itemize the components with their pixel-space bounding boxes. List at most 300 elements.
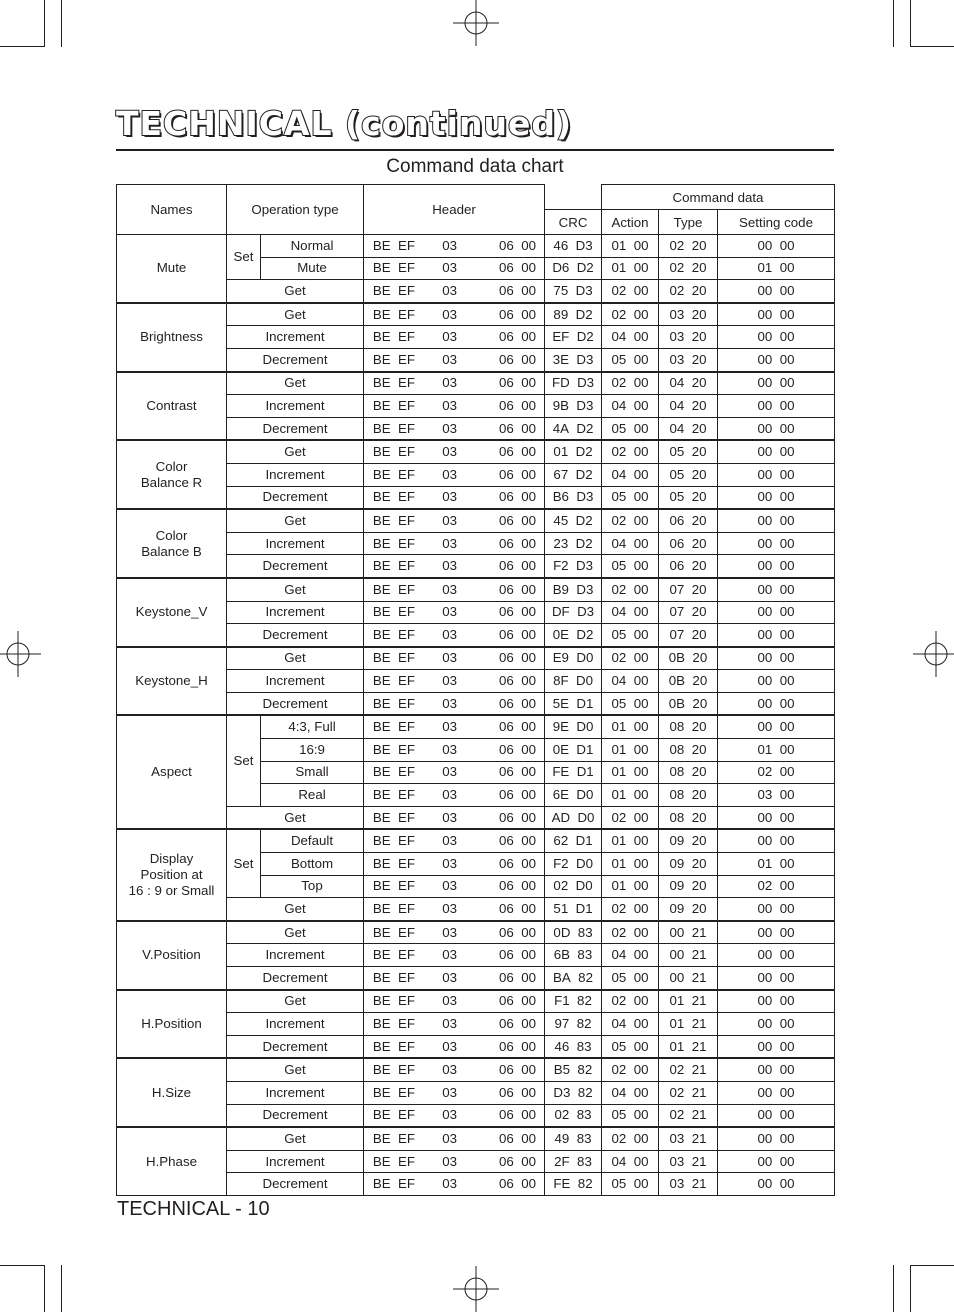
setting-code-value: 00 00 (718, 1013, 835, 1036)
crop-mark (61, 1265, 62, 1312)
action-value: 01 00 (602, 784, 659, 807)
action-value: 05 00 (602, 348, 659, 371)
type-value: 03 21 (659, 1150, 718, 1173)
header-byte-group: 03 (442, 329, 458, 345)
operation-type: Get (227, 1058, 364, 1081)
command-name: Brightness (117, 303, 227, 372)
type-value: 02 20 (659, 257, 718, 280)
header-bytes (364, 532, 545, 555)
operation-set-option: Small (261, 761, 364, 784)
table-row (117, 1058, 835, 1081)
header-bytes (364, 853, 545, 876)
type-value: 05 20 (659, 486, 718, 509)
header-bytes (364, 555, 545, 578)
header-byte-group: 03 (442, 1062, 458, 1078)
header-byte-group: 06 00 (499, 351, 537, 367)
action-value: 05 00 (602, 486, 659, 509)
header-byte-group: 03 (442, 535, 458, 551)
section-title: Command data chart (386, 156, 564, 177)
action-value: 02 00 (602, 1127, 659, 1150)
header-byte-group: 03 (442, 558, 458, 574)
operation-type: Increment (227, 395, 364, 418)
operation-type: Increment (227, 463, 364, 486)
header-byte-group: 06 00 (499, 1153, 537, 1169)
type-value: 06 20 (659, 555, 718, 578)
header-byte-group: 06 00 (499, 650, 537, 666)
type-value: 03 21 (659, 1127, 718, 1150)
header-byte-group: BE EF (372, 901, 416, 917)
crc-value: FE 82 (545, 1173, 602, 1196)
header-byte-group: BE EF (372, 1176, 416, 1192)
crop-mark (893, 1265, 894, 1312)
header-bytes (364, 395, 545, 418)
type-value: 08 20 (659, 806, 718, 829)
setting-code-value: 00 00 (718, 235, 835, 258)
header-byte-group: 03 (442, 695, 458, 711)
command-name: Display Position at 16 : 9 or Small (117, 829, 227, 920)
action-value: 04 00 (602, 670, 659, 693)
header-byte-group: BE EF (372, 833, 416, 849)
type-value: 08 20 (659, 761, 718, 784)
type-value: 05 20 (659, 440, 718, 463)
setting-code-value: 00 00 (718, 1173, 835, 1196)
header-byte-group: 03 (442, 787, 458, 803)
crc-value: AD D0 (545, 806, 602, 829)
action-value: 01 00 (602, 715, 659, 738)
header-bytes (364, 1104, 545, 1127)
header-byte-group: 03 (442, 466, 458, 482)
header-byte-group: 06 00 (499, 787, 537, 803)
type-value: 07 20 (659, 578, 718, 601)
header-bytes (364, 372, 545, 395)
crc-value: B5 82 (545, 1058, 602, 1081)
header-byte-group: BE EF (372, 1084, 416, 1100)
command-name: Keystone_V (117, 578, 227, 647)
header-byte-group: 03 (442, 1084, 458, 1100)
header-byte-group: 03 (442, 673, 458, 689)
operation-type: Increment (227, 326, 364, 349)
action-value: 02 00 (602, 1058, 659, 1081)
setting-code-value: 00 00 (718, 303, 835, 326)
header-byte-group: 06 00 (499, 512, 537, 528)
type-value: 04 20 (659, 417, 718, 440)
setting-code-value: 00 00 (718, 555, 835, 578)
page-title: TECHNICAL (continued) (116, 104, 573, 143)
header-byte-group: 06 00 (499, 878, 537, 894)
command-name: Color Balance R (117, 440, 227, 509)
action-value: 02 00 (602, 990, 659, 1013)
action-value: 05 00 (602, 967, 659, 990)
header-bytes (364, 509, 545, 532)
operation-type: Decrement (227, 967, 364, 990)
header-byte-group: 06 00 (499, 444, 537, 460)
header-byte-group: BE EF (372, 306, 416, 322)
header-byte-group: 06 00 (499, 489, 537, 505)
header-byte-group: 06 00 (499, 420, 537, 436)
header-byte-group: 06 00 (499, 558, 537, 574)
setting-code-value: 00 00 (718, 921, 835, 944)
setting-code-value: 00 00 (718, 990, 835, 1013)
header-bytes (364, 761, 545, 784)
action-value: 04 00 (602, 532, 659, 555)
type-value: 04 20 (659, 372, 718, 395)
crop-mark (910, 1265, 911, 1312)
header-bytes (364, 1150, 545, 1173)
setting-code-value: 00 00 (718, 1058, 835, 1081)
header-byte-group: 06 00 (499, 397, 537, 413)
operation-type: Increment (227, 532, 364, 555)
header-operation-type: Operation type (227, 185, 364, 235)
type-value: 03 21 (659, 1173, 718, 1196)
operation-type: Get (227, 647, 364, 670)
setting-code-value: 02 00 (718, 761, 835, 784)
action-value: 01 00 (602, 235, 659, 258)
header-bytes (364, 601, 545, 624)
operation-type: Decrement (227, 1173, 364, 1196)
command-name: Keystone_H (117, 647, 227, 716)
setting-code-value: 00 00 (718, 967, 835, 990)
header-bytes (364, 280, 545, 303)
header-bytes (364, 417, 545, 440)
type-value: 01 21 (659, 990, 718, 1013)
header-byte-group: 06 00 (499, 901, 537, 917)
header-byte-group: BE EF (372, 650, 416, 666)
crc-value: E9 D0 (545, 647, 602, 670)
header-byte-group: 06 00 (499, 1107, 537, 1123)
header-byte-group: 06 00 (499, 1015, 537, 1031)
header-bytes (364, 875, 545, 898)
operation-type: Decrement (227, 692, 364, 715)
crop-mark (910, 0, 911, 47)
header-byte-group: 03 (442, 1130, 458, 1146)
setting-code-value: 00 00 (718, 1104, 835, 1127)
page-footer: TECHNICAL - 10 (117, 1198, 270, 1220)
header-bytes (364, 670, 545, 693)
crop-mark (0, 1265, 44, 1266)
type-value: 00 21 (659, 944, 718, 967)
crc-value: 46 83 (545, 1035, 602, 1058)
header-byte-group: 06 00 (499, 673, 537, 689)
table-row (117, 990, 835, 1013)
crc-value: 02 D0 (545, 875, 602, 898)
crc-value: 0E D2 (545, 624, 602, 647)
crop-mark (0, 46, 44, 47)
header-bytes (364, 1058, 545, 1081)
header-bytes (364, 486, 545, 509)
set-label: Set (227, 829, 261, 897)
crc-value: 5E D1 (545, 692, 602, 715)
header-byte-group: 06 00 (499, 741, 537, 757)
header-byte-group: 06 00 (499, 809, 537, 825)
header-byte-group: BE EF (372, 420, 416, 436)
header-byte-group: BE EF (372, 1130, 416, 1146)
crc-value: 01 D2 (545, 440, 602, 463)
crop-mark (910, 1265, 954, 1266)
header-bytes (364, 806, 545, 829)
header-byte-group: 06 00 (499, 466, 537, 482)
header-byte-group: 06 00 (499, 535, 537, 551)
operation-type: Get (227, 303, 364, 326)
header-byte-group: 03 (442, 650, 458, 666)
header-byte-group: 06 00 (499, 947, 537, 963)
setting-code-value: 00 00 (718, 1150, 835, 1173)
command-name: H.Size (117, 1058, 227, 1127)
header-byte-group: BE EF (372, 558, 416, 574)
header-bytes (364, 257, 545, 280)
header-bytes (364, 784, 545, 807)
crc-value: 45 D2 (545, 509, 602, 532)
type-value: 03 20 (659, 348, 718, 371)
header-byte-group: BE EF (372, 489, 416, 505)
action-value: 02 00 (602, 647, 659, 670)
type-value: 09 20 (659, 898, 718, 921)
crc-value: 0D 83 (545, 921, 602, 944)
crc-value: 97 82 (545, 1013, 602, 1036)
command-name: Color Balance B (117, 509, 227, 578)
action-value: 05 00 (602, 1035, 659, 1058)
setting-code-value: 00 00 (718, 624, 835, 647)
header-bytes (364, 692, 545, 715)
operation-type: Get (227, 509, 364, 532)
header-byte-group: BE EF (372, 535, 416, 551)
header-byte-group: 06 00 (499, 282, 537, 298)
header-bytes (364, 326, 545, 349)
command-name: V.Position (117, 921, 227, 990)
type-value: 06 20 (659, 509, 718, 532)
header-bytes (364, 1173, 545, 1196)
header-byte-group: 03 (442, 1176, 458, 1192)
table-row (117, 715, 835, 738)
type-value: 06 20 (659, 532, 718, 555)
operation-type: Increment (227, 1150, 364, 1173)
setting-code-value: 00 00 (718, 1127, 835, 1150)
crop-mark (44, 1265, 45, 1312)
type-value: 02 20 (659, 280, 718, 303)
header-byte-group: BE EF (372, 1062, 416, 1078)
header-byte-group: 03 (442, 397, 458, 413)
header-byte-group: BE EF (372, 924, 416, 940)
operation-type: Get (227, 921, 364, 944)
header-byte-group: 06 00 (499, 993, 537, 1009)
setting-code-value: 00 00 (718, 829, 835, 852)
header-byte-group: 03 (442, 375, 458, 391)
table-row (117, 440, 835, 463)
crc-value: D6 D2 (545, 257, 602, 280)
header-byte-group: 06 00 (499, 329, 537, 345)
header-byte-group: 06 00 (499, 969, 537, 985)
crc-value: BA 82 (545, 967, 602, 990)
header-byte-group: BE EF (372, 375, 416, 391)
action-value: 05 00 (602, 692, 659, 715)
crc-value: FE D1 (545, 761, 602, 784)
setting-code-value: 00 00 (718, 532, 835, 555)
header-byte-group: 06 00 (499, 375, 537, 391)
header-bytes (364, 1035, 545, 1058)
header-bytes (364, 715, 545, 738)
type-value: 0B 20 (659, 670, 718, 693)
header-byte-group: BE EF (372, 787, 416, 803)
header-byte-group: 06 00 (499, 833, 537, 849)
setting-code-value: 00 00 (718, 486, 835, 509)
type-value: 09 20 (659, 875, 718, 898)
setting-code-value: 03 00 (718, 784, 835, 807)
header-bytes (364, 235, 545, 258)
action-value: 01 00 (602, 257, 659, 280)
setting-code-value: 00 00 (718, 348, 835, 371)
crc-value: 0E D1 (545, 739, 602, 762)
action-value: 04 00 (602, 463, 659, 486)
header-byte-group: 03 (442, 855, 458, 871)
command-name: Mute (117, 235, 227, 303)
operation-set-option: Normal (261, 235, 364, 258)
header-byte-group: 06 00 (499, 604, 537, 620)
header-byte-group: 03 (442, 604, 458, 620)
header-byte-group: 06 00 (499, 626, 537, 642)
table-row (117, 647, 835, 670)
header-byte-group: 03 (442, 947, 458, 963)
type-value: 02 20 (659, 235, 718, 258)
action-value: 02 00 (602, 578, 659, 601)
header-bytes (364, 944, 545, 967)
header-bytes (364, 624, 545, 647)
operation-type: Increment (227, 1081, 364, 1104)
crc-value: 67 D2 (545, 463, 602, 486)
setting-code-value: 01 00 (718, 853, 835, 876)
action-value: 01 00 (602, 853, 659, 876)
header-byte-group: 03 (442, 1038, 458, 1054)
header-byte-group: 03 (442, 1153, 458, 1169)
header-byte-group: 06 00 (499, 695, 537, 711)
header-byte-group: BE EF (372, 444, 416, 460)
header-byte-group: 03 (442, 924, 458, 940)
header-bytes (364, 440, 545, 463)
operation-type: Decrement (227, 555, 364, 578)
operation-type: Decrement (227, 624, 364, 647)
header-byte-group: 03 (442, 901, 458, 917)
header-header: Header (364, 185, 545, 235)
header-bytes (364, 990, 545, 1013)
table-row (117, 303, 835, 326)
type-value: 05 20 (659, 463, 718, 486)
header-byte-group: BE EF (372, 969, 416, 985)
crop-mark (910, 46, 954, 47)
setting-code-value: 00 00 (718, 944, 835, 967)
header-byte-group: 03 (442, 809, 458, 825)
table-row (117, 372, 835, 395)
crc-value: B9 D3 (545, 578, 602, 601)
action-value: 05 00 (602, 417, 659, 440)
type-value: 02 21 (659, 1058, 718, 1081)
header-byte-group: BE EF (372, 604, 416, 620)
setting-code-value: 00 00 (718, 806, 835, 829)
header-byte-group: BE EF (372, 237, 416, 253)
header-byte-group: 03 (442, 282, 458, 298)
header-byte-group: 06 00 (499, 719, 537, 735)
type-value: 0B 20 (659, 692, 718, 715)
action-value: 02 00 (602, 898, 659, 921)
header-byte-group: BE EF (372, 878, 416, 894)
command-name: H.Phase (117, 1127, 227, 1195)
crc-value: 89 D2 (545, 303, 602, 326)
header-byte-group: 03 (442, 420, 458, 436)
setting-code-value: 00 00 (718, 417, 835, 440)
setting-code-value: 00 00 (718, 670, 835, 693)
type-value: 02 21 (659, 1081, 718, 1104)
header-byte-group: 06 00 (499, 924, 537, 940)
setting-code-value: 00 00 (718, 280, 835, 303)
header-byte-group: 06 00 (499, 1176, 537, 1192)
operation-set-option: Real (261, 784, 364, 807)
setting-code-value: 01 00 (718, 257, 835, 280)
header-byte-group: 06 00 (499, 581, 537, 597)
operation-set-option: 16:9 (261, 739, 364, 762)
header-bytes (364, 739, 545, 762)
setting-code-value: 00 00 (718, 601, 835, 624)
header-bytes (364, 1081, 545, 1104)
crc-value: 75 D3 (545, 280, 602, 303)
crc-value: 02 83 (545, 1104, 602, 1127)
registration-mark-icon (453, 1266, 499, 1312)
setting-code-value: 00 00 (718, 440, 835, 463)
header-bytes (364, 348, 545, 371)
header-byte-group: 06 00 (499, 855, 537, 871)
action-value: 04 00 (602, 1013, 659, 1036)
crc-value: 6E D0 (545, 784, 602, 807)
action-value: 04 00 (602, 1081, 659, 1104)
operation-type: Decrement (227, 348, 364, 371)
operation-type: Get (227, 578, 364, 601)
operation-type: Decrement (227, 417, 364, 440)
header-byte-group: BE EF (372, 397, 416, 413)
type-value: 02 21 (659, 1104, 718, 1127)
set-label: Set (227, 235, 261, 280)
operation-set-option: 4:3, Full (261, 715, 364, 738)
crc-value: 3E D3 (545, 348, 602, 371)
operation-type: Decrement (227, 1104, 364, 1127)
setting-code-value: 00 00 (718, 692, 835, 715)
crc-value: FD D3 (545, 372, 602, 395)
operation-type: Get (227, 990, 364, 1013)
header-byte-group: BE EF (372, 673, 416, 689)
header-bytes (364, 578, 545, 601)
registration-mark-icon (913, 631, 954, 677)
header-byte-group: 03 (442, 512, 458, 528)
operation-set-option: Default (261, 829, 364, 852)
crc-value: EF D2 (545, 326, 602, 349)
header-byte-group: 03 (442, 1107, 458, 1123)
setting-code-value: 00 00 (718, 395, 835, 418)
crc-value: F2 D0 (545, 853, 602, 876)
header-byte-group: BE EF (372, 329, 416, 345)
table-row (117, 578, 835, 601)
header-byte-group: 06 00 (499, 1038, 537, 1054)
header-bytes (364, 647, 545, 670)
action-value: 04 00 (602, 326, 659, 349)
header-spacer (545, 185, 602, 210)
operation-type: Increment (227, 601, 364, 624)
crc-value: 62 D1 (545, 829, 602, 852)
action-value: 05 00 (602, 555, 659, 578)
operation-type: Get (227, 280, 364, 303)
header-byte-group: 03 (442, 444, 458, 460)
crc-value: 49 83 (545, 1127, 602, 1150)
operation-set-option: Mute (261, 257, 364, 280)
crc-value: 4A D2 (545, 417, 602, 440)
header-setting-code: Setting code (718, 210, 835, 235)
crc-value: DF D3 (545, 601, 602, 624)
header-command-data: Command data (602, 185, 835, 210)
action-value: 01 00 (602, 739, 659, 762)
